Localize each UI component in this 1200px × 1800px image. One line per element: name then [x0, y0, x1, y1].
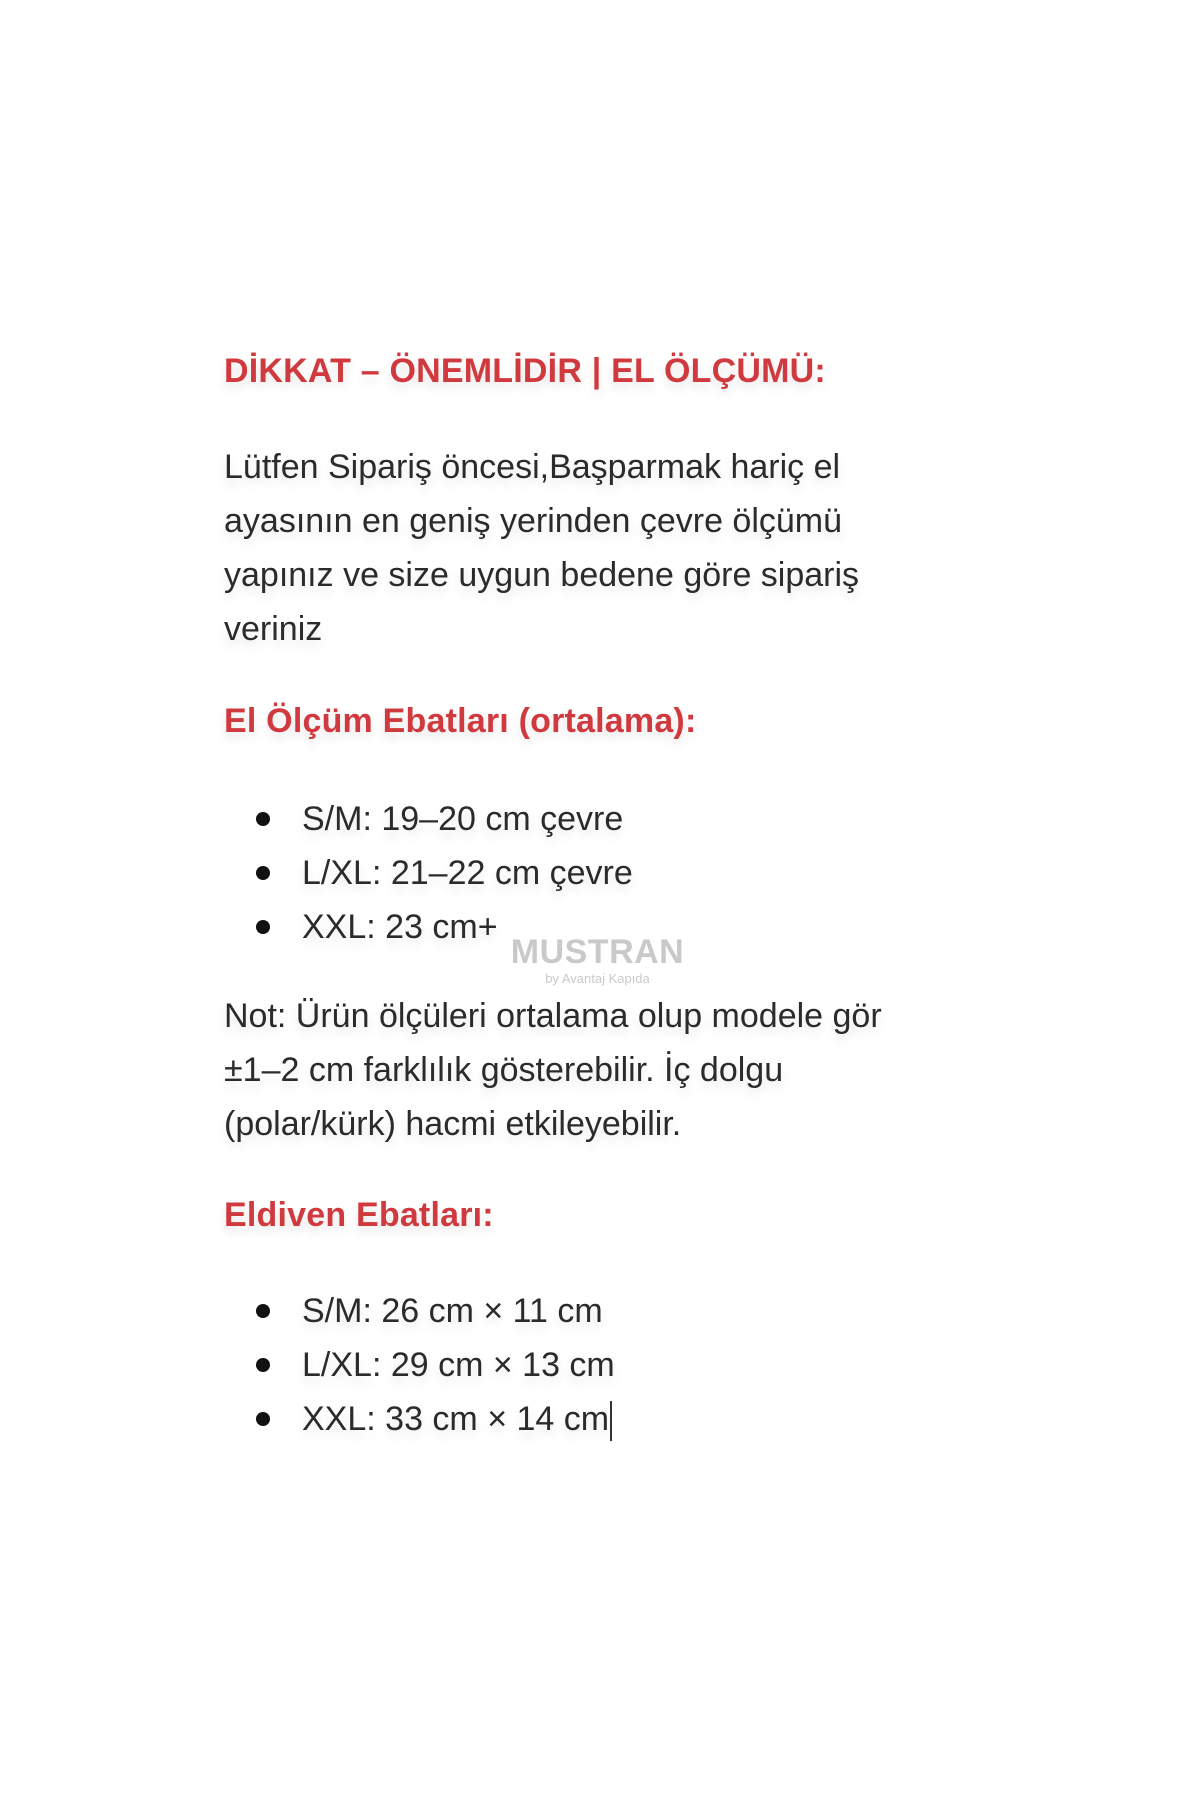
bullet-icon: [256, 1304, 270, 1318]
bullet-icon: [256, 866, 270, 880]
note-line: Not: Ürün ölçüleri ortalama olup modele gör: [224, 997, 882, 1035]
bullet-icon: [256, 1358, 270, 1372]
note-line: (polar/kürk) hacmi etkileyebilir.: [224, 1105, 682, 1143]
hand-size-text: XXL: 23 cm+: [302, 908, 498, 946]
bullet-icon: [256, 920, 270, 934]
list-item: [224, 792, 633, 846]
list-item: [224, 900, 633, 954]
note-line: ±1–2 cm farklılık gösterebilir. İç dolgu: [224, 1051, 784, 1089]
bullet-icon: [256, 812, 270, 826]
list-item: [224, 1338, 615, 1392]
note-paragraph: [224, 989, 1024, 1151]
glove-size-text: L/XL: 29 cm × 13 cm: [302, 1346, 615, 1384]
list-item: [224, 1284, 615, 1338]
warning-heading: DİKKAT – ÖNEMLİDİR | EL ÖLÇÜMÜ:: [224, 352, 826, 390]
text-caret: [610, 1401, 612, 1441]
glove-sizes-heading: Eldiven Ebatları:: [224, 1196, 494, 1234]
hand-size-text: S/M: 19–20 cm çevre: [302, 800, 624, 838]
watermark-tagline: by Avantaj Kapıda: [545, 971, 650, 986]
instruction-paragraph: [224, 440, 1024, 656]
instruction-line: yapınız ve size uygun bedene göre sipariş: [224, 556, 860, 594]
instruction-line: Lütfen Sipariş öncesi,Başparmak hariç el: [224, 448, 841, 486]
hand-sizes-heading: El Ölçüm Ebatları (ortalama):: [224, 702, 697, 740]
glove-size-text: XXL: 33 cm × 14 cm: [302, 1400, 610, 1438]
bullet-icon: [256, 1412, 270, 1426]
list-item: [224, 846, 633, 900]
hand-sizes-list: [224, 792, 633, 954]
instruction-line: ayasının en geniş yerinden çevre ölçümü: [224, 502, 843, 540]
list-item: [224, 1392, 615, 1446]
instruction-line: veriniz: [224, 610, 323, 648]
glove-sizes-list: [224, 1284, 615, 1446]
glove-size-text: S/M: 26 cm × 11 cm: [302, 1292, 603, 1330]
watermark-brand: MUSTRAN: [510, 933, 685, 971]
hand-size-text: L/XL: 21–22 cm çevre: [302, 854, 633, 892]
